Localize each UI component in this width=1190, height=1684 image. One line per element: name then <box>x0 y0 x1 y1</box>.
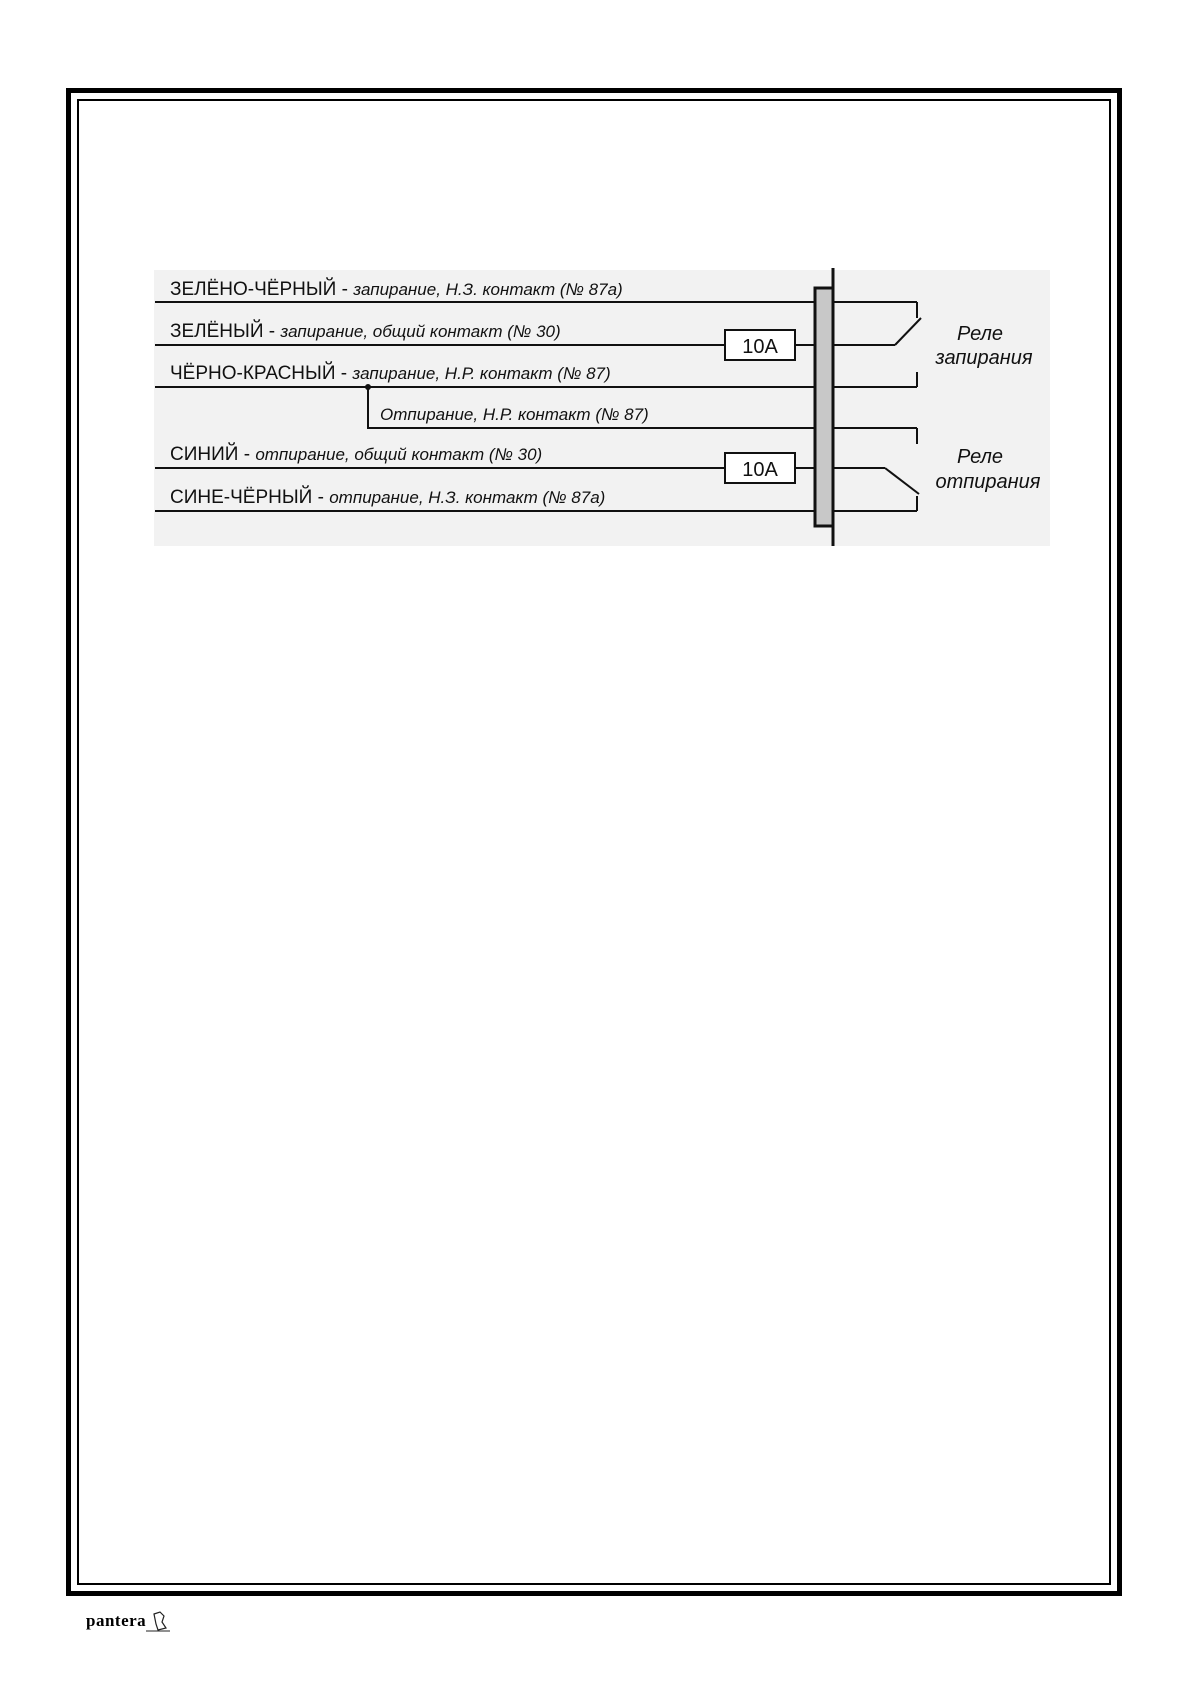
pantera-logo-icon <box>86 1608 178 1636</box>
wire-label-black-red: ЧЁРНО-КРАСНЫЙ - запирание, Н.Р. контакт (№ 87) <box>170 363 611 384</box>
connector-block <box>815 288 833 526</box>
relay-unlock-label-2: отпирания <box>935 471 1041 493</box>
fuse-label-unlock: 10A <box>742 459 778 481</box>
relay-unlock-label-1: Реле <box>957 446 1003 468</box>
wire-label-green-black: ЗЕЛЁНО-ЧЁРНЫЙ - запирание, Н.З. контакт (№ 87а) <box>170 279 623 300</box>
relay-lock-label-2: запирания <box>935 347 1033 369</box>
wire-label-unlock-no: Отпирание, Н.Р. контакт (№ 87) <box>380 405 649 424</box>
junction-dot <box>365 384 371 390</box>
relay-lock-label-1: Реле <box>957 323 1003 345</box>
wire-label-blue: СИНИЙ - отпирание, общий контакт (№ 30) <box>170 444 543 465</box>
pantera-logo-text: pantera <box>86 1611 147 1630</box>
fuse-label-lock: 10A <box>742 336 778 358</box>
wire-label-green: ЗЕЛЁНЫЙ - запирание, общий контакт (№ 30) <box>170 321 561 342</box>
wire-label-blue-black: СИНЕ-ЧЁРНЫЙ - отпирание, Н.З. контакт (№ 87а) <box>170 487 606 508</box>
pantera-logo <box>86 1608 178 1636</box>
